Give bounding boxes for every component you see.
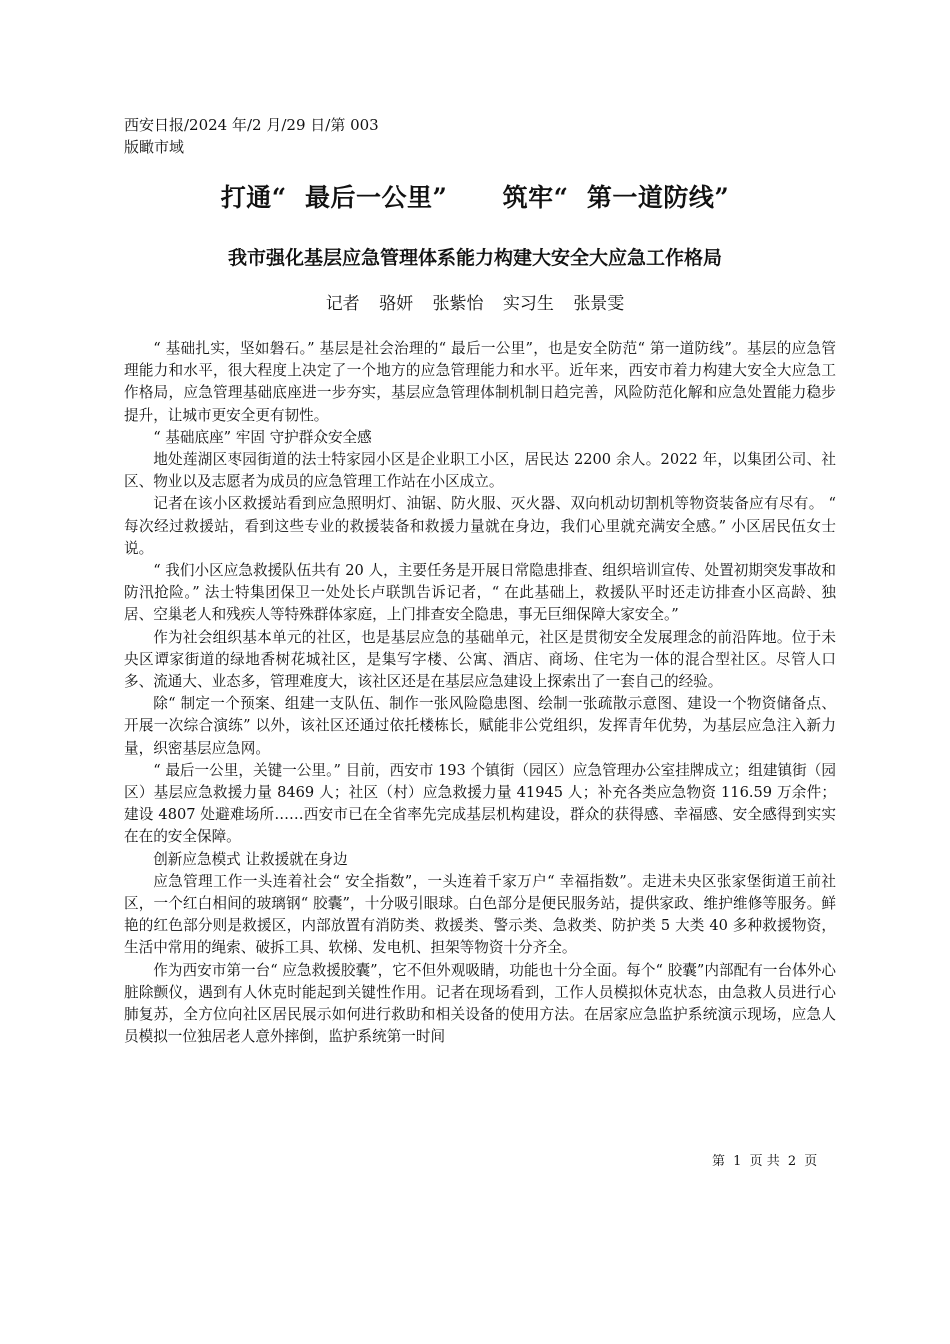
byline-name: 张景雯	[573, 294, 625, 314]
paragraph: 记者在该小区救援站看到应急照明灯、油锯、防火服、灭火器、双向机动切割机等物资装备应有尽有。 “ 每次经过救援站，看到这些专业的救援装备和救援力量就在身边，我们心里就充满安全感。” 小区居民伍女士说。	[124, 495, 836, 557]
page-total: 2	[787, 1154, 797, 1169]
paragraph: “ 我们小区应急救援队伍共有 20 人，主要任务是开展日常隐患排查、组织培训宣传、处置初期突发事故和防汛抢险。” 法士特集团保卫一处处长卢联凯告诉记者，“ 在此基础上，救援队平时还走访排查小区高龄、独居、空巢老人和残疾人等特殊群体家庭，上门排查安全隐患，事无巨细保障大家安全。”	[124, 562, 836, 624]
paragraph: 应急管理工作一头连着社会“ 安全指数”，一头连着千家万户“ 幸福指数”。走进未央区张家堡街道王前社区，一个红白相间的玻璃钢“ 胶囊”，十分吸引眼球。白色部分是便民服务站，提供家政、维护维修等服务。鲜艳的红色部分则是救援区，内部放置有消防类、救援类、警示类、急救类、防护类 5 大类 40 多种救援物资，生活中常用的绳索、破拆工具、软梯、发电机、担架等物资十分齐全。	[124, 872, 836, 957]
byline-label: 记者	[325, 294, 360, 314]
paragraph: “ 最后一公里，关键一公里。” 目前，西安市 193 个镇街（园区）应急管理办公室挂牌成立；组建镇街（园区）基层应急救援力量 8469 人；社区（村）应急救援力量 41945 人；补充各类应急物资 116.59 万余件；建设 4807 处避难场所……西安市已在全省率先完成基层机构建设，群众的获得感、幸福感、安全感得到实实在在的安全保障。	[124, 761, 836, 846]
page-end: 页	[804, 1154, 818, 1169]
paragraph: 除“ 制定一个预案、组建一支队伍、制作一张风险隐患图、绘制一张疏散示意图、建设一个物资储备点、开展一次综合演练” 以外，该社区还通过依托楼栋长，赋能非公党组织，发挥青年优势，为基层应急注入新力量，织密基层应急网。	[124, 695, 836, 757]
page-label: 第	[712, 1154, 726, 1169]
source-line: 西安日报/2024 年/2 月/29 日/第 003	[124, 116, 379, 134]
byline	[0, 289, 950, 314]
article-body	[124, 338, 836, 1049]
page-current: 1	[733, 1154, 742, 1169]
page-mid: 页 共	[749, 1154, 780, 1169]
byline-name: 张紫怡	[432, 294, 484, 314]
paragraph: 作为社会组织基本单元的社区，也是基层应急的基础单元，社区是贯彻安全发展理念的前沿阵地。位于未央区谭家街道的绿地香树花城社区，是集写字楼、公寓、酒店、商场、住宅为一体的混合型社区。尽管人口多、流通大、业态多，管理难度大，该社区还是在基层应急建设上探索出了一套自己的经验。	[124, 628, 836, 691]
section-heading: 创新应急模式 让救援就在身边	[153, 850, 348, 868]
byline-name: 实习生	[502, 294, 554, 314]
subheadline: 我市强化基层应急管理体系能力构建大安全大应急工作格局	[227, 247, 722, 269]
byline-name: 骆妍	[379, 294, 414, 314]
paragraph: 地处莲湖区枣园街道的法士特家园小区是企业职工小区，居民达 2200 余人。2022 年，以集团公司、社区、物业以及志愿者为成员的应急管理工作站在小区成立。	[124, 451, 836, 491]
section-line: 版瞰市域	[124, 138, 185, 156]
paragraph: 作为西安市第一台“ 应急救援胶囊”，它不但外观吸睛，功能也十分全面。每个“ 胶囊”内部配有一台体外心脏除颤仪，遇到有人休克时能起到关键性作用。记者在现场看到，工作人员模拟休克状态，由急救人员进行心肺复苏，全方位向社区居民展示如何进行救助和相关设备的使用方法。在居家应急监护系统演示现场，应急人员模拟一位独居老人意外摔倒，监护系统第一时间	[124, 961, 836, 1046]
headline: 打通“ 最后一公里” 筑牢“ 第一道防线”	[220, 183, 730, 212]
paragraph: “ 基础扎实，坚如磐石。” 基层是社会治理的“ 最后一公里”，也是安全防范“ 第一道防线”。基层的应急管理能力和水平，很大程度上决定了一个地方的应急管理能力和水平。近年来，西安市着力构建大安全大应急工作格局，应急管理基础底座进一步夯实，基层应急管理体制机制日趋完善，风险防范化解和应急处置能力稳步提升，让城市更安全更有韧性。	[124, 340, 836, 424]
section-heading: “ 基础底座” 牢固 守护群众安全感	[153, 428, 372, 446]
page-footer	[712, 1150, 817, 1169]
source-info	[124, 114, 379, 158]
